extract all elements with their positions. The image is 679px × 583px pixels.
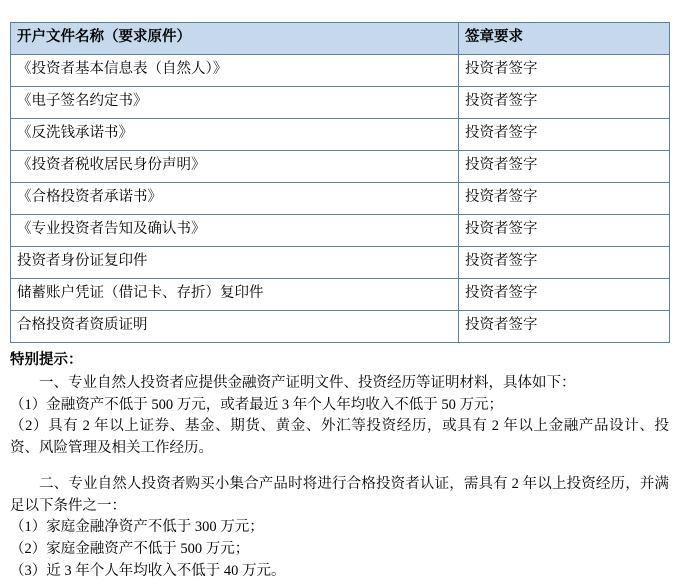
- cell-signature-requirement: 投资者签字: [459, 87, 670, 119]
- table-row: [11, 119, 670, 151]
- special-notice-section: [10, 350, 669, 583]
- notice-paragraph-1: 一、专业自然人投资者应提供金融资产证明文件、投资经历等证明材料，具体如下：: [39, 374, 576, 391]
- table-row: [11, 279, 670, 311]
- cell-document-name: 投资者身份证复印件: [11, 247, 459, 279]
- cell-signature-requirement: 投资者签字: [459, 183, 670, 215]
- cell-document-name: 《合格投资者承诺书》: [11, 183, 459, 215]
- cell-signature-requirement: 投资者签字: [459, 215, 670, 247]
- notice-paragraph-2: （1）金融资产不低于 500 万元，或者最近 3 年个人年均收入不低于 50 万元；: [10, 396, 503, 413]
- table-row: [11, 87, 670, 119]
- notice-paragraph-3: （2）具有 2 年以上证券、基金、期货、黄金、外汇等投资经历，或具有 2 年以上金融产品设计、投资、风险管理及相关工作经历。: [10, 418, 669, 456]
- cell-signature-requirement: 投资者签字: [459, 311, 670, 343]
- cell-document-name: 《投资者基本信息表（自然人）》: [11, 55, 459, 87]
- cell-signature-requirement: 投资者签字: [459, 151, 670, 183]
- table-row: [11, 55, 670, 87]
- notice-paragraph-7: （3）近 3 年个人年均收入不低于 40 万元。: [10, 562, 286, 579]
- cell-document-name: 合格投资者资质证明: [11, 311, 459, 343]
- table-row: [11, 183, 670, 215]
- column-header-document-name: 开户文件名称（要求原件）: [11, 23, 459, 55]
- cell-document-name: 《投资者税收居民身份声明》: [11, 151, 459, 183]
- table-row: [11, 311, 670, 343]
- column-header-signature-requirement: 签章要求: [459, 23, 670, 55]
- notice-paragraph-6: （2）家庭金融资产不低于 500 万元；: [10, 541, 250, 557]
- notice-spacer: [10, 460, 669, 474]
- cell-signature-requirement: 投资者签字: [459, 119, 670, 151]
- table-body: [11, 55, 670, 343]
- table-header: [11, 23, 670, 55]
- notice-paragraph-5: （1）家庭金融净资产不低于 300 万元；: [10, 519, 264, 536]
- cell-document-name: 《电子签名约定书》: [11, 87, 459, 119]
- cell-signature-requirement: 投资者签字: [459, 55, 670, 87]
- notice-paragraph-4: 二、专业自然人投资者购买小集合产品时将进行合格投资者认证，需具有 2 年以上投资经历，并满足以下条件之一：: [10, 475, 669, 514]
- table-header-row: [11, 23, 670, 55]
- table-row: [11, 215, 670, 247]
- account-opening-documents-table: [10, 22, 670, 343]
- cell-signature-requirement: 投资者签字: [459, 279, 670, 311]
- special-notice-title: 特别提示：: [10, 352, 83, 368]
- cell-document-name: 《专业投资者告知及确认书》: [11, 215, 459, 247]
- table-row: [11, 151, 670, 183]
- table-row: [11, 247, 670, 279]
- cell-signature-requirement: 投资者签字: [459, 247, 670, 279]
- cell-document-name: 储蓄账户凭证（借记卡、存折）复印件: [11, 279, 459, 311]
- cell-document-name: 《反洗钱承诺书》: [11, 119, 459, 151]
